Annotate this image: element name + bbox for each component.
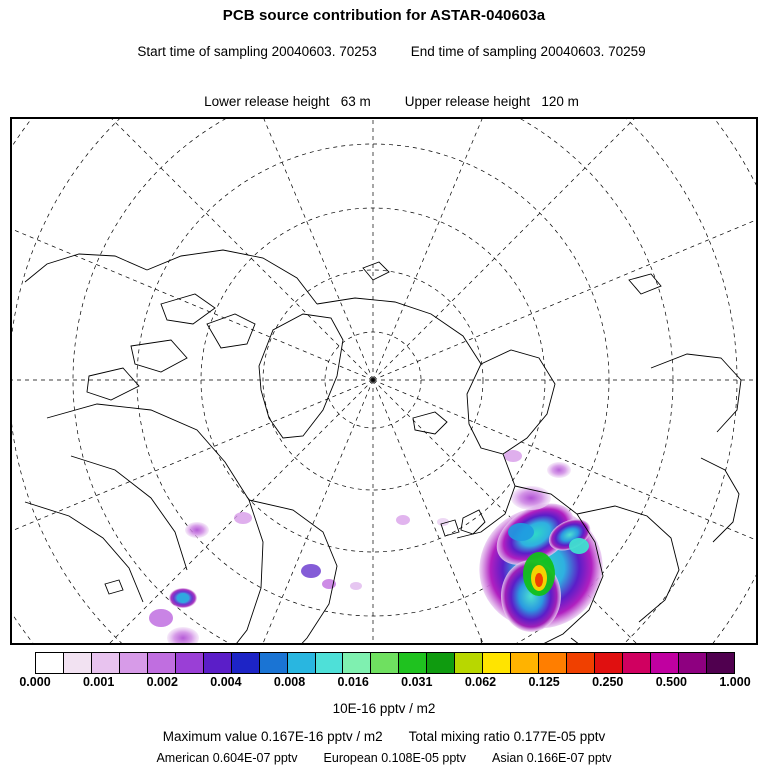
colorbar-swatch <box>120 653 148 673</box>
colorbar-swatches <box>35 652 735 674</box>
figure-root <box>0 7 768 775</box>
colorbar-tick-label: 0.004 <box>210 675 242 689</box>
colorbar-swatch <box>92 653 120 673</box>
colorbar-swatch <box>36 653 64 673</box>
colorbar-swatch <box>651 653 679 673</box>
colorbar-tick-label: 1.000 <box>719 675 751 689</box>
start-time-label: Start time of sampling 20040603. 70253 <box>137 44 377 59</box>
colorbar-tick-label: 0.002 <box>146 675 178 689</box>
end-time-label: End time of sampling 20040603. 70259 <box>410 44 646 59</box>
upper-release-height-label: Upper release height 120 m <box>404 94 579 109</box>
colorbar-swatch <box>288 653 316 673</box>
colorbar-swatch <box>679 653 707 673</box>
page-title: PCB source contribution for ASTAR-040603a <box>222 7 546 24</box>
colorbar-tick-labels <box>7 675 763 691</box>
footer-values-line <box>0 729 768 744</box>
colorbar-swatch <box>399 653 427 673</box>
colorbar-swatch <box>427 653 455 673</box>
total-mixing-ratio-label: Total mixing ratio 0.177E-05 pptv <box>408 729 606 744</box>
footer-regions-line <box>0 751 768 765</box>
colorbar-swatch <box>567 653 595 673</box>
colorbar-swatch <box>316 653 344 673</box>
asian-contribution-label: Asian 0.166E-07 pptv <box>492 751 612 765</box>
colorbar-swatch <box>707 653 734 673</box>
colorbar-tick-label: 0.016 <box>337 675 369 689</box>
colorbar-tick-label: 0.250 <box>592 675 624 689</box>
colorbar-swatch <box>64 653 92 673</box>
colorbar-tick-label: 0.001 <box>82 675 115 689</box>
colorbar-swatch <box>343 653 371 673</box>
maximum-value-label: Maximum value 0.167E-16 pptv / m2 <box>162 729 383 744</box>
colorbar-swatch <box>371 653 399 673</box>
map-svg <box>11 118 757 644</box>
colorbar-tick-label: 0.000 <box>19 675 51 689</box>
colorbar-swatch <box>232 653 260 673</box>
colorbar-tick-label: 0.500 <box>655 675 687 689</box>
colorbar-tick-label: 0.125 <box>528 675 560 689</box>
colorbar-swatch <box>204 653 232 673</box>
colorbar-swatch <box>176 653 204 673</box>
colorbar-swatch <box>455 653 483 673</box>
sampling-time-line <box>0 29 768 74</box>
colorbar-tick-label: 0.008 <box>273 675 306 689</box>
colorbar-swatch <box>260 653 288 673</box>
lower-release-height-label: Lower release height 63 m <box>204 94 371 109</box>
american-contribution-label: American 0.604E-07 pptv <box>156 751 298 765</box>
colorbar <box>19 652 751 689</box>
colorbar-swatch <box>511 653 539 673</box>
colorbar-swatch <box>483 653 511 673</box>
colorbar-swatch <box>148 653 176 673</box>
colorbar-swatch <box>539 653 567 673</box>
colorbar-swatch <box>623 653 651 673</box>
colorbar-tick-label: 0.062 <box>464 675 497 689</box>
european-contribution-label: European 0.108E-05 pptv <box>323 751 466 765</box>
colorbar-swatch <box>595 653 623 673</box>
map-panel <box>10 117 758 645</box>
colorbar-tick-label: 0.031 <box>401 675 433 689</box>
colorbar-unit-label: 10E-16 pptv / m2 <box>332 701 436 716</box>
